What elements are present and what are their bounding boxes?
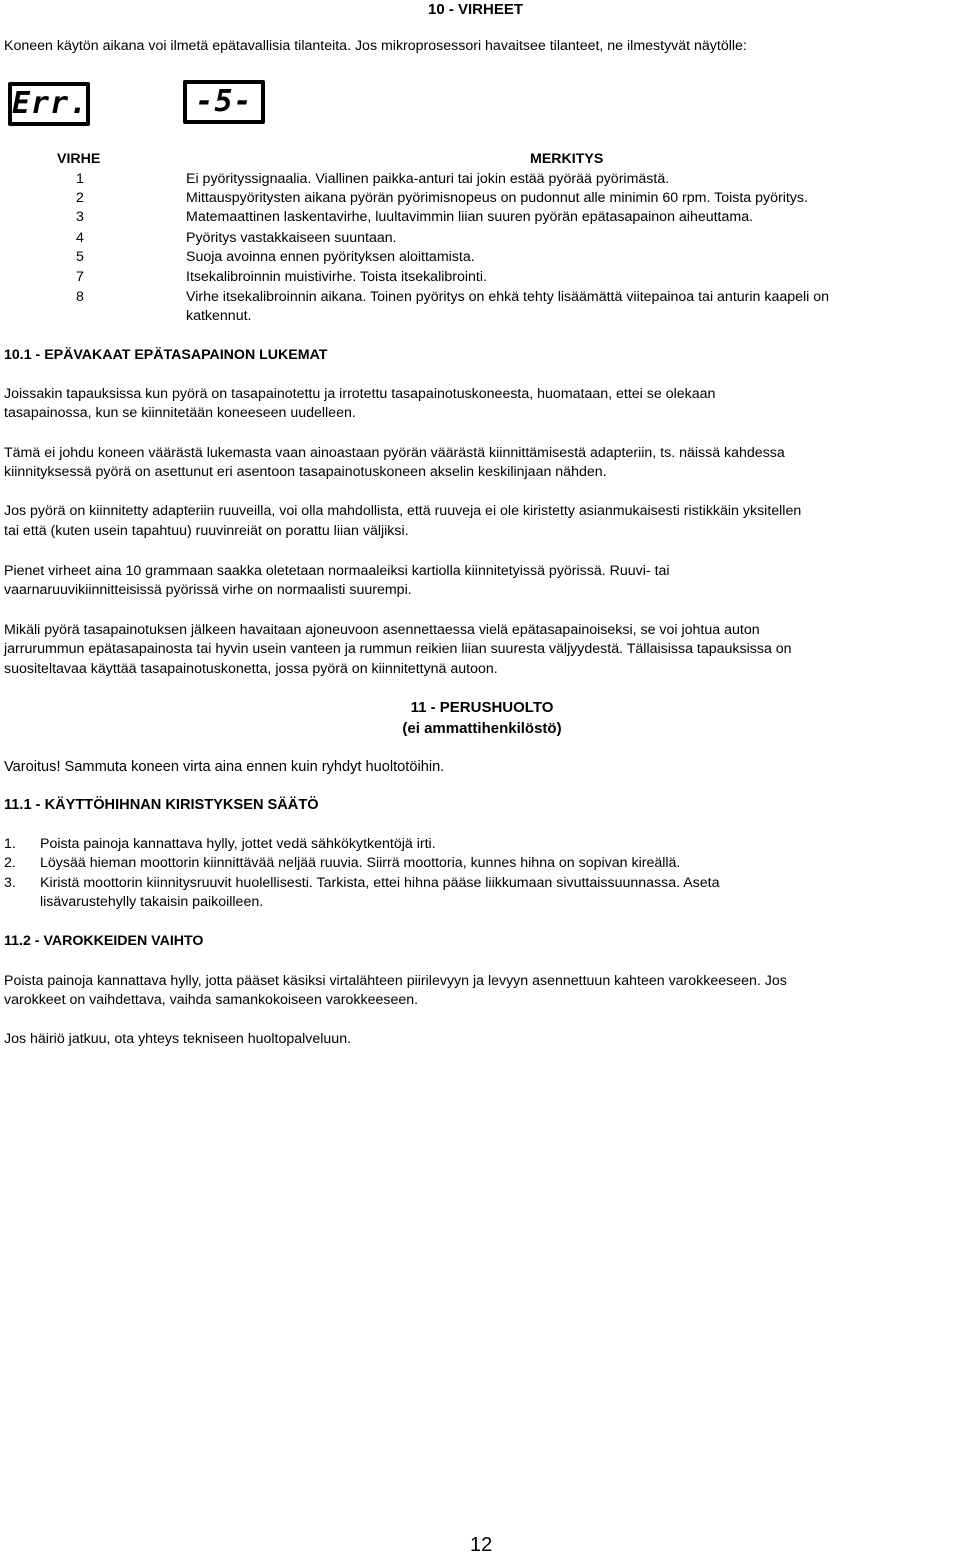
paragraph-line: Jos pyörä on kiinnitetty adapteriin ruuveilla, voi olla mahdollista, että ruuveja ei ole kiristetty asianmukaisesti ristikkäin yksitellen (4, 503, 802, 519)
error-meaning: Mittauspyöritysten aikana pyörän pyörimisnopeus on pudonnut alle minimin 60 rpm. Toista pyöritys. (186, 190, 808, 206)
error-meaning: Suoja avoinna ennen pyörityksen aloittamista. (186, 249, 475, 265)
page-title: 10 - VIRHEET (428, 1, 524, 18)
paragraph-line: Poista painoja kannattava hylly, jotta pääset käsiksi virtalähteen piirilevyyn ja levyyn asennettuun kahteen varokkeeseen. Jos (4, 973, 787, 989)
paragraph-line: Joissakin tapauksissa kun pyörä on tasapainotettu ja irrotettu tasapainotuskoneesta, huomataan, ettei se olekaan (4, 386, 716, 402)
paragraph-line: Jos häiriö jatkuu, ota yhteys tekniseen huoltopalveluun. (4, 1031, 352, 1047)
error-meaning: Virhe itsekalibroinnin aikana. Toinen pyöritys on ehkä tehty lisäämättä viitepainoa tai anturin kaapeli on (186, 289, 830, 305)
list-number: 3. (4, 875, 16, 891)
paragraph-line: Pienet virheet aina 10 grammaan saakka oletetaan normaaleiksi kartiolla kiinnitetyissä pyörissä. Ruuvi- tai (4, 563, 670, 579)
err-display-icon: Err. (8, 82, 90, 126)
list-text: Kiristä moottorin kiinnitysruuvit huolellisesti. Tarkista, ettei hihna pääse liikkumaan sivuttaissuunnassa. Aseta (40, 875, 720, 891)
error-meaning: Pyöritys vastakkaiseen suuntaan. (186, 230, 397, 246)
paragraph-line: jarrurummun epätasapainosta tai hyvin usein vanteen ja rummun reikien liian suuresta väljyydestä. Tällaisissa tapauksissa on (4, 641, 792, 657)
list-number: 2. (4, 855, 16, 871)
list-text: Löysää hieman moottorin kiinnittävää neljää ruuvia. Siirrä moottoria, kunnes hihna on sopivan kireällä. (40, 855, 681, 871)
table-header-code: VIRHE (57, 151, 101, 167)
error-meaning-continued: katkennut. (186, 308, 252, 324)
error-code: 7 (76, 269, 84, 285)
error-code: 1 (76, 171, 84, 187)
paragraph-line: kiinnityksessä pyörä on asettunut eri asentoon tasapainotuskoneen akselin keskilinjaan nähden. (4, 464, 607, 480)
chapter-heading: 11 - PERUSHUOLTO (410, 699, 554, 716)
page-number: 12 (470, 1534, 493, 1556)
error-code: 4 (76, 230, 84, 246)
error-meaning: Ei pyörityssignaalia. Viallinen paikka-anturi tai jokin estää pyörää pyörimästä. (186, 171, 670, 187)
chapter-subheading: (ei ammattihenkilöstö) (402, 720, 562, 737)
list-text-continued: lisävarustehylly takaisin paikoilleen. (40, 894, 264, 910)
error-code: 8 (76, 289, 84, 305)
paragraph-line: vaarnaruuvikiinnitteisissä pyörissä virhe on normaalisti suurempi. (4, 582, 412, 598)
section-heading: 11.1 - KÄYTTÖHIHNAN KIRISTYKSEN SÄÄTÖ (4, 797, 319, 813)
paragraph-line: varokkeet on vaihdettava, vaihda samankokoiseen varokkeeseen. (4, 992, 419, 1008)
table-header-meaning: MERKITYS (530, 151, 604, 167)
paragraph-line: tasapainossa, kun se kiinnitetään koneeseen uudelleen. (4, 405, 356, 421)
section-heading: 11.2 - VAROKKEIDEN VAIHTO (4, 933, 204, 949)
error-code: 2 (76, 190, 84, 206)
error-meaning: Itsekalibroinnin muistivirhe. Toista itsekalibrointi. (186, 269, 487, 285)
paragraph-line: Mikäli pyörä tasapainotuksen jälkeen havaitaan ajoneuvoon asennettaessa vielä epätasapainoiseksi, se voi johtua auton (4, 622, 760, 638)
error-meaning: Matemaattinen laskentavirhe, luultavimmin liian suuren pyörän epätasapainon aiheuttama. (186, 209, 754, 225)
error-code: 3 (76, 209, 84, 225)
warning-text: Varoitus! Sammuta koneen virta aina ennen kuin ryhdyt huoltotöihin. (4, 759, 445, 775)
paragraph-line: Tämä ei johdu koneen väärästä lukemasta vaan ainoastaan pyörän väärästä kiinnittämisestä adapteriin, ts. näissä kahdessa (4, 445, 785, 461)
paragraph-line: tai että (kuten usein tapahtuu) ruuvinreiät on porattu liian väljiksi. (4, 523, 409, 539)
list-number: 1. (4, 836, 16, 852)
intro-text: Koneen käytön aikana voi ilmetä epätavallisia tilanteita. Jos mikroprosessori havaitsee tilanteet, ne ilmestyvät näytölle: (4, 38, 747, 54)
error-code: 5 (76, 249, 84, 265)
list-text: Poista painoja kannattava hylly, jottet vedä sähkökytkentöjä irti. (40, 836, 436, 852)
dash-five-dash-display-icon: -5- (183, 80, 265, 124)
paragraph-line: suositeltavaa käyttää tasapainotuskonetta, jossa pyörä on kiinnitettynä autoon. (4, 661, 498, 677)
section-heading: 10.1 - EPÄVAKAAT EPÄTASAPAINON LUKEMAT (4, 347, 328, 363)
